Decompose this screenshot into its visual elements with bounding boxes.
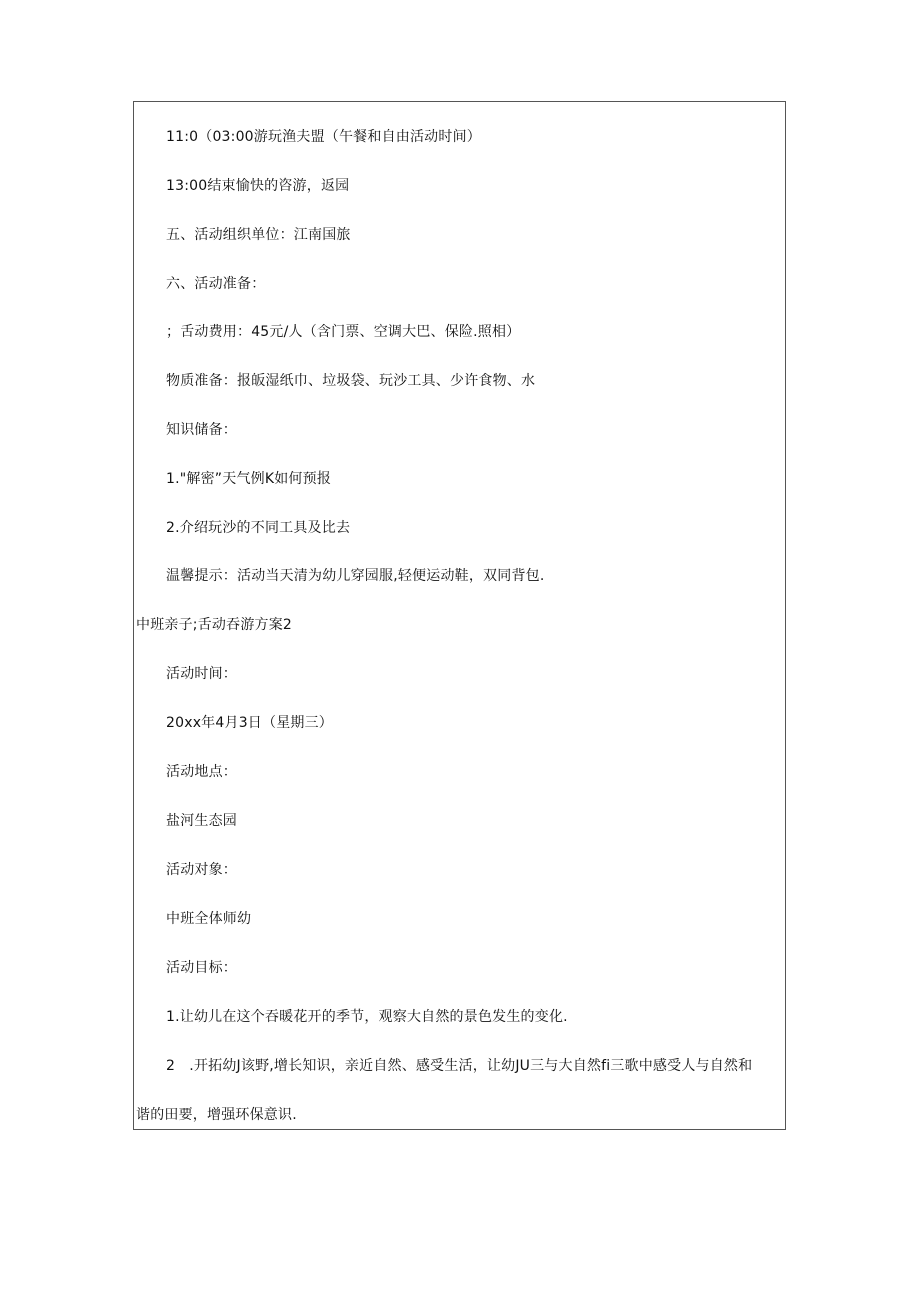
activity-place-label: 活动地点：	[166, 764, 237, 780]
plan-2-title: 中班亲子;舌动吞游方案2	[136, 617, 293, 633]
section-organizer: 五、活动组织单位：江南国旅	[166, 227, 351, 243]
knowledge-item-1: 1."解密”天气例K如何预报	[166, 471, 332, 487]
activity-target-value: 中班全体师幼	[166, 911, 252, 927]
knowledge-item-2: 2.介绍玩沙的不同工具及比去	[166, 520, 351, 536]
tips-line: 温馨提示：活动当天清为幼儿穿园服,轻便运动鞋，双同背包.	[166, 568, 545, 584]
goal-item-1: 1.让幼儿在这个吞暖花开的季节，观察大自然的景色发生的变化.	[166, 1009, 568, 1025]
prep-materials-line: 物质准备：报皈湿纸巾、垃圾袋、玩沙工具、少许食物、水	[166, 373, 536, 389]
schedule-line-1300: 13:00结束愉快的咨游，返园	[166, 178, 350, 194]
activity-time-value: 20xx年4月3日（星期三）	[166, 715, 333, 731]
section-preparation-heading: 六、活动准备：	[166, 276, 266, 292]
activity-time-label: 活动时间：	[166, 666, 237, 682]
activity-goal-label: 活动目标：	[166, 960, 237, 976]
goal-item-2-continued: 谐的田要，增强环保意识.	[136, 1107, 297, 1123]
prep-cost-line: ；舌动费用：45元/人（含门票、空调大巴、保险.照相）	[166, 324, 521, 340]
goal-item-2: 2 .开拓幼J该野,增长知识，亲近自然、感受生活，让幼JU三与大自然fi三歌中感受人与自然和	[166, 1058, 753, 1074]
activity-target-label: 活动对象：	[166, 862, 237, 878]
schedule-line-1100: 11:0（03:00游玩渔夫盟（午餐和自由活动时间）	[166, 129, 481, 145]
prep-knowledge-heading: 知识储备：	[166, 422, 237, 438]
activity-place-value: 盐河生态园	[166, 813, 237, 829]
